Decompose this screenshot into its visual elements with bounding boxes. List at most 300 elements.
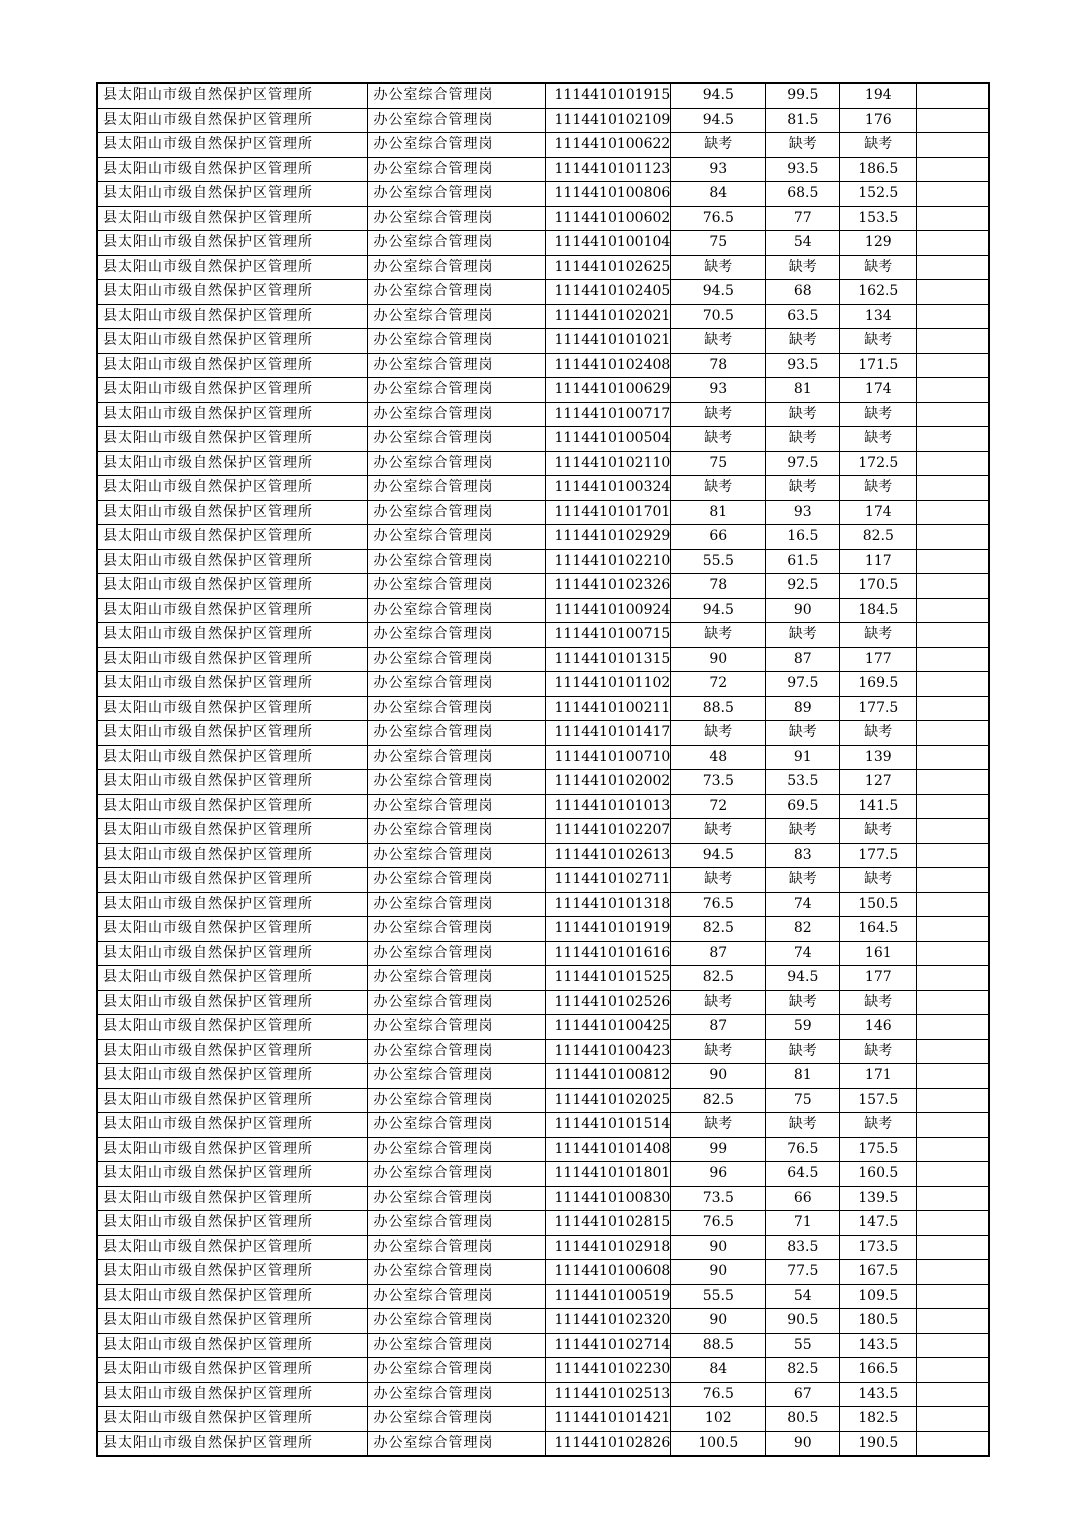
table-row [97,574,989,599]
remark-cell [917,843,989,868]
interview-score-cell: 81 [766,1064,840,1089]
written-score-cell: 76.5 [671,1211,766,1236]
total-score-cell: 缺考 [840,623,917,648]
ticket-number-cell: 1114410100211 [545,696,671,721]
table-row [97,206,989,231]
total-score-cell: 缺考 [840,868,917,893]
written-score-cell: 55.5 [671,1284,766,1309]
written-score-cell: 93 [671,157,766,182]
total-score-cell: 缺考 [840,1113,917,1138]
remark-cell [917,402,989,427]
ticket-number-cell: 1114410102025 [545,1088,671,1113]
total-score-cell: 176 [840,108,917,133]
remark-cell [917,966,989,991]
written-score-cell: 缺考 [671,427,766,452]
interview-score-cell: 80.5 [766,1407,840,1432]
written-score-cell: 90 [671,1064,766,1089]
total-score-cell: 177.5 [840,696,917,721]
ticket-number-cell: 1114410102714 [545,1333,671,1358]
written-score-cell: 84 [671,1358,766,1383]
ticket-number-cell: 1114410101801 [545,1162,671,1187]
total-score-cell: 缺考 [840,329,917,354]
remark-cell [917,1382,989,1407]
interview-score-cell: 91 [766,745,840,770]
remark-cell [917,427,989,452]
ticket-number-cell: 1114410102109 [545,108,671,133]
post-cell: 办公室综合管理岗 [367,353,545,378]
ticket-number-cell: 1114410102513 [545,1382,671,1407]
written-score-cell: 缺考 [671,990,766,1015]
post-cell: 办公室综合管理岗 [367,402,545,427]
remark-cell [917,1186,989,1211]
remark-cell [917,83,989,108]
post-cell: 办公室综合管理岗 [367,476,545,501]
interview-score-cell: 68 [766,280,840,305]
table-row [97,1358,989,1383]
post-cell: 办公室综合管理岗 [367,1407,545,1432]
total-score-cell: 169.5 [840,672,917,697]
table-row [97,1064,989,1089]
interview-score-cell: 81 [766,378,840,403]
remark-cell [917,1039,989,1064]
unit-cell: 县太阳山市级自然保护区管理所 [97,794,367,819]
written-score-cell: 72 [671,672,766,697]
score-table [96,82,990,1457]
written-score-cell: 94.5 [671,108,766,133]
ticket-number-cell: 1114410102210 [545,549,671,574]
post-cell: 办公室综合管理岗 [367,1431,545,1456]
unit-cell: 县太阳山市级自然保护区管理所 [97,1186,367,1211]
unit-cell: 县太阳山市级自然保护区管理所 [97,1309,367,1334]
remark-cell [917,794,989,819]
interview-score-cell: 76.5 [766,1137,840,1162]
table-row [97,1113,989,1138]
ticket-number-cell: 1114410102711 [545,868,671,893]
post-cell: 办公室综合管理岗 [367,182,545,207]
ticket-number-cell: 1114410102326 [545,574,671,599]
interview-score-cell: 99.5 [766,83,840,108]
ticket-number-cell: 1114410101525 [545,966,671,991]
written-score-cell: 82.5 [671,917,766,942]
written-score-cell: 93 [671,378,766,403]
post-cell: 办公室综合管理岗 [367,1211,545,1236]
total-score-cell: 117 [840,549,917,574]
written-score-cell: 缺考 [671,1039,766,1064]
unit-cell: 县太阳山市级自然保护区管理所 [97,1137,367,1162]
remark-cell [917,1113,989,1138]
post-cell: 办公室综合管理岗 [367,1015,545,1040]
remark-cell [917,1088,989,1113]
interview-score-cell: 93.5 [766,353,840,378]
written-score-cell: 81 [671,500,766,525]
table-row [97,427,989,452]
table-row [97,182,989,207]
remark-cell [917,255,989,280]
total-score-cell: 82.5 [840,525,917,550]
written-score-cell: 55.5 [671,549,766,574]
remark-cell [917,1309,989,1334]
remark-cell [917,451,989,476]
unit-cell: 县太阳山市级自然保护区管理所 [97,549,367,574]
remark-cell [917,476,989,501]
unit-cell: 县太阳山市级自然保护区管理所 [97,353,367,378]
unit-cell: 县太阳山市级自然保护区管理所 [97,329,367,354]
table-row [97,1260,989,1285]
table-row [97,1039,989,1064]
ticket-number-cell: 1114410102918 [545,1235,671,1260]
interview-score-cell: 97.5 [766,451,840,476]
post-cell: 办公室综合管理岗 [367,304,545,329]
interview-score-cell: 缺考 [766,990,840,1015]
written-score-cell: 70.5 [671,304,766,329]
total-score-cell: 190.5 [840,1431,917,1456]
total-score-cell: 160.5 [840,1162,917,1187]
written-score-cell: 90 [671,1235,766,1260]
total-score-cell: 161 [840,941,917,966]
post-cell: 办公室综合管理岗 [367,329,545,354]
unit-cell: 县太阳山市级自然保护区管理所 [97,1113,367,1138]
ticket-number-cell: 1114410101102 [545,672,671,697]
table-row [97,378,989,403]
post-cell: 办公室综合管理岗 [367,574,545,599]
total-score-cell: 缺考 [840,1039,917,1064]
total-score-cell: 缺考 [840,476,917,501]
written-score-cell: 94.5 [671,280,766,305]
written-score-cell: 73.5 [671,1186,766,1211]
ticket-number-cell: 1114410101013 [545,794,671,819]
ticket-number-cell: 1114410102405 [545,280,671,305]
table-row [97,402,989,427]
remark-cell [917,623,989,648]
ticket-number-cell: 1114410101915 [545,83,671,108]
ticket-number-cell: 1114410102110 [545,451,671,476]
interview-score-cell: 93.5 [766,157,840,182]
ticket-number-cell: 1114410100608 [545,1260,671,1285]
post-cell: 办公室综合管理岗 [367,133,545,158]
written-score-cell: 96 [671,1162,766,1187]
written-score-cell: 缺考 [671,255,766,280]
remark-cell [917,133,989,158]
remark-cell [917,770,989,795]
unit-cell: 县太阳山市级自然保护区管理所 [97,574,367,599]
total-score-cell: 缺考 [840,819,917,844]
remark-cell [917,1064,989,1089]
interview-score-cell: 缺考 [766,402,840,427]
ticket-number-cell: 1114410101318 [545,892,671,917]
table-row [97,696,989,721]
written-score-cell: 76.5 [671,206,766,231]
unit-cell: 县太阳山市级自然保护区管理所 [97,1088,367,1113]
remark-cell [917,868,989,893]
written-score-cell: 87 [671,1015,766,1040]
post-cell: 办公室综合管理岗 [367,157,545,182]
ticket-number-cell: 1114410102929 [545,525,671,550]
ticket-number-cell: 1114410101315 [545,647,671,672]
interview-score-cell: 缺考 [766,476,840,501]
unit-cell: 县太阳山市级自然保护区管理所 [97,1015,367,1040]
written-score-cell: 82.5 [671,966,766,991]
written-score-cell: 94.5 [671,598,766,623]
post-cell: 办公室综合管理岗 [367,1382,545,1407]
total-score-cell: 缺考 [840,402,917,427]
remark-cell [917,721,989,746]
unit-cell: 县太阳山市级自然保护区管理所 [97,745,367,770]
table-row [97,1211,989,1236]
ticket-number-cell: 1114410100715 [545,623,671,648]
interview-score-cell: 81.5 [766,108,840,133]
unit-cell: 县太阳山市级自然保护区管理所 [97,108,367,133]
post-cell: 办公室综合管理岗 [367,280,545,305]
written-score-cell: 缺考 [671,133,766,158]
ticket-number-cell: 1114410102207 [545,819,671,844]
total-score-cell: 177.5 [840,843,917,868]
table-row [97,1162,989,1187]
remark-cell [917,745,989,770]
remark-cell [917,108,989,133]
unit-cell: 县太阳山市级自然保护区管理所 [97,721,367,746]
table-row [97,1186,989,1211]
remark-cell [917,525,989,550]
remark-cell [917,1358,989,1383]
ticket-number-cell: 1114410102526 [545,990,671,1015]
post-cell: 办公室综合管理岗 [367,83,545,108]
remark-cell [917,182,989,207]
total-score-cell: 缺考 [840,721,917,746]
unit-cell: 县太阳山市级自然保护区管理所 [97,206,367,231]
post-cell: 办公室综合管理岗 [367,1162,545,1187]
post-cell: 办公室综合管理岗 [367,598,545,623]
total-score-cell: 166.5 [840,1358,917,1383]
interview-score-cell: 77.5 [766,1260,840,1285]
written-score-cell: 88.5 [671,696,766,721]
remark-cell [917,1015,989,1040]
total-score-cell: 143.5 [840,1382,917,1407]
remark-cell [917,329,989,354]
ticket-number-cell: 1114410100519 [545,1284,671,1309]
unit-cell: 县太阳山市级自然保护区管理所 [97,1039,367,1064]
interview-score-cell: 53.5 [766,770,840,795]
post-cell: 办公室综合管理岗 [367,1064,545,1089]
interview-score-cell: 82 [766,917,840,942]
post-cell: 办公室综合管理岗 [367,917,545,942]
ticket-number-cell: 1114410101021 [545,329,671,354]
post-cell: 办公室综合管理岗 [367,868,545,893]
interview-score-cell: 75 [766,1088,840,1113]
ticket-number-cell: 1114410100602 [545,206,671,231]
total-score-cell: 143.5 [840,1333,917,1358]
unit-cell: 县太阳山市级自然保护区管理所 [97,1333,367,1358]
remark-cell [917,280,989,305]
interview-score-cell: 缺考 [766,133,840,158]
post-cell: 办公室综合管理岗 [367,941,545,966]
table-row [97,647,989,672]
table-row [97,353,989,378]
interview-score-cell: 63.5 [766,304,840,329]
unit-cell: 县太阳山市级自然保护区管理所 [97,696,367,721]
written-score-cell: 78 [671,353,766,378]
table-row [97,1137,989,1162]
post-cell: 办公室综合管理岗 [367,427,545,452]
unit-cell: 县太阳山市级自然保护区管理所 [97,868,367,893]
table-row [97,231,989,256]
ticket-number-cell: 1114410100924 [545,598,671,623]
post-cell: 办公室综合管理岗 [367,1284,545,1309]
interview-score-cell: 82.5 [766,1358,840,1383]
table-row [97,917,989,942]
total-score-cell: 缺考 [840,427,917,452]
ticket-number-cell: 1114410100504 [545,427,671,452]
unit-cell: 县太阳山市级自然保护区管理所 [97,1260,367,1285]
table-row [97,304,989,329]
remark-cell [917,353,989,378]
written-score-cell: 90 [671,1260,766,1285]
post-cell: 办公室综合管理岗 [367,451,545,476]
ticket-number-cell: 1114410101701 [545,500,671,525]
interview-score-cell: 83.5 [766,1235,840,1260]
written-score-cell: 82.5 [671,1088,766,1113]
total-score-cell: 缺考 [840,255,917,280]
unit-cell: 县太阳山市级自然保护区管理所 [97,1211,367,1236]
post-cell: 办公室综合管理岗 [367,1039,545,1064]
written-score-cell: 缺考 [671,721,766,746]
total-score-cell: 127 [840,770,917,795]
unit-cell: 县太阳山市级自然保护区管理所 [97,304,367,329]
interview-score-cell: 93 [766,500,840,525]
total-score-cell: 175.5 [840,1137,917,1162]
remark-cell [917,1284,989,1309]
post-cell: 办公室综合管理岗 [367,1088,545,1113]
table-row [97,1382,989,1407]
remark-cell [917,157,989,182]
remark-cell [917,917,989,942]
interview-score-cell: 64.5 [766,1162,840,1187]
table-row [97,1309,989,1334]
post-cell: 办公室综合管理岗 [367,623,545,648]
unit-cell: 县太阳山市级自然保护区管理所 [97,1284,367,1309]
remark-cell [917,1211,989,1236]
remark-cell [917,1235,989,1260]
written-score-cell: 66 [671,525,766,550]
interview-score-cell: 61.5 [766,549,840,574]
ticket-number-cell: 1114410102408 [545,353,671,378]
remark-cell [917,206,989,231]
remark-cell [917,231,989,256]
total-score-cell: 141.5 [840,794,917,819]
interview-score-cell: 缺考 [766,868,840,893]
table-row [97,451,989,476]
total-score-cell: 171.5 [840,353,917,378]
ticket-number-cell: 1114410100717 [545,402,671,427]
table-row [97,966,989,991]
total-score-cell: 171 [840,1064,917,1089]
total-score-cell: 174 [840,500,917,525]
post-cell: 办公室综合管理岗 [367,696,545,721]
interview-score-cell: 87 [766,647,840,672]
post-cell: 办公室综合管理岗 [367,843,545,868]
post-cell: 办公室综合管理岗 [367,1137,545,1162]
interview-score-cell: 90 [766,1431,840,1456]
remark-cell [917,672,989,697]
ticket-number-cell: 1114410100425 [545,1015,671,1040]
table-row [97,990,989,1015]
table-row [97,255,989,280]
written-score-cell: 缺考 [671,623,766,648]
unit-cell: 县太阳山市级自然保护区管理所 [97,280,367,305]
post-cell: 办公室综合管理岗 [367,1358,545,1383]
table-row [97,1015,989,1040]
written-score-cell: 99 [671,1137,766,1162]
total-score-cell: 172.5 [840,451,917,476]
interview-score-cell: 缺考 [766,623,840,648]
unit-cell: 县太阳山市级自然保护区管理所 [97,378,367,403]
post-cell: 办公室综合管理岗 [367,794,545,819]
ticket-number-cell: 1114410100812 [545,1064,671,1089]
post-cell: 办公室综合管理岗 [367,721,545,746]
ticket-number-cell: 1114410101408 [545,1137,671,1162]
unit-cell: 县太阳山市级自然保护区管理所 [97,500,367,525]
remark-cell [917,647,989,672]
interview-score-cell: 缺考 [766,427,840,452]
table-row [97,157,989,182]
ticket-number-cell: 1114410102815 [545,1211,671,1236]
interview-score-cell: 54 [766,231,840,256]
table-row [97,794,989,819]
total-score-cell: 170.5 [840,574,917,599]
interview-score-cell: 92.5 [766,574,840,599]
total-score-cell: 缺考 [840,133,917,158]
written-score-cell: 78 [671,574,766,599]
total-score-cell: 139.5 [840,1186,917,1211]
post-cell: 办公室综合管理岗 [367,255,545,280]
post-cell: 办公室综合管理岗 [367,745,545,770]
unit-cell: 县太阳山市级自然保护区管理所 [97,476,367,501]
table-row [97,892,989,917]
ticket-number-cell: 1114410100830 [545,1186,671,1211]
interview-score-cell: 83 [766,843,840,868]
written-score-cell: 缺考 [671,402,766,427]
ticket-number-cell: 1114410100423 [545,1039,671,1064]
unit-cell: 县太阳山市级自然保护区管理所 [97,451,367,476]
interview-score-cell: 68.5 [766,182,840,207]
total-score-cell: 157.5 [840,1088,917,1113]
remark-cell [917,1137,989,1162]
unit-cell: 县太阳山市级自然保护区管理所 [97,917,367,942]
ticket-number-cell: 1114410102021 [545,304,671,329]
table-row [97,329,989,354]
written-score-cell: 84 [671,182,766,207]
total-score-cell: 194 [840,83,917,108]
post-cell: 办公室综合管理岗 [367,1186,545,1211]
table-row [97,1088,989,1113]
interview-score-cell: 74 [766,892,840,917]
unit-cell: 县太阳山市级自然保护区管理所 [97,255,367,280]
post-cell: 办公室综合管理岗 [367,378,545,403]
interview-score-cell: 16.5 [766,525,840,550]
unit-cell: 县太阳山市级自然保护区管理所 [97,231,367,256]
total-score-cell: 146 [840,1015,917,1040]
interview-score-cell: 69.5 [766,794,840,819]
remark-cell [917,500,989,525]
table-row [97,476,989,501]
unit-cell: 县太阳山市级自然保护区管理所 [97,1162,367,1187]
ticket-number-cell: 1114410100710 [545,745,671,770]
total-score-cell: 134 [840,304,917,329]
total-score-cell: 177 [840,647,917,672]
interview-score-cell: 97.5 [766,672,840,697]
unit-cell: 县太阳山市级自然保护区管理所 [97,157,367,182]
table-row [97,672,989,697]
table-row [97,843,989,868]
